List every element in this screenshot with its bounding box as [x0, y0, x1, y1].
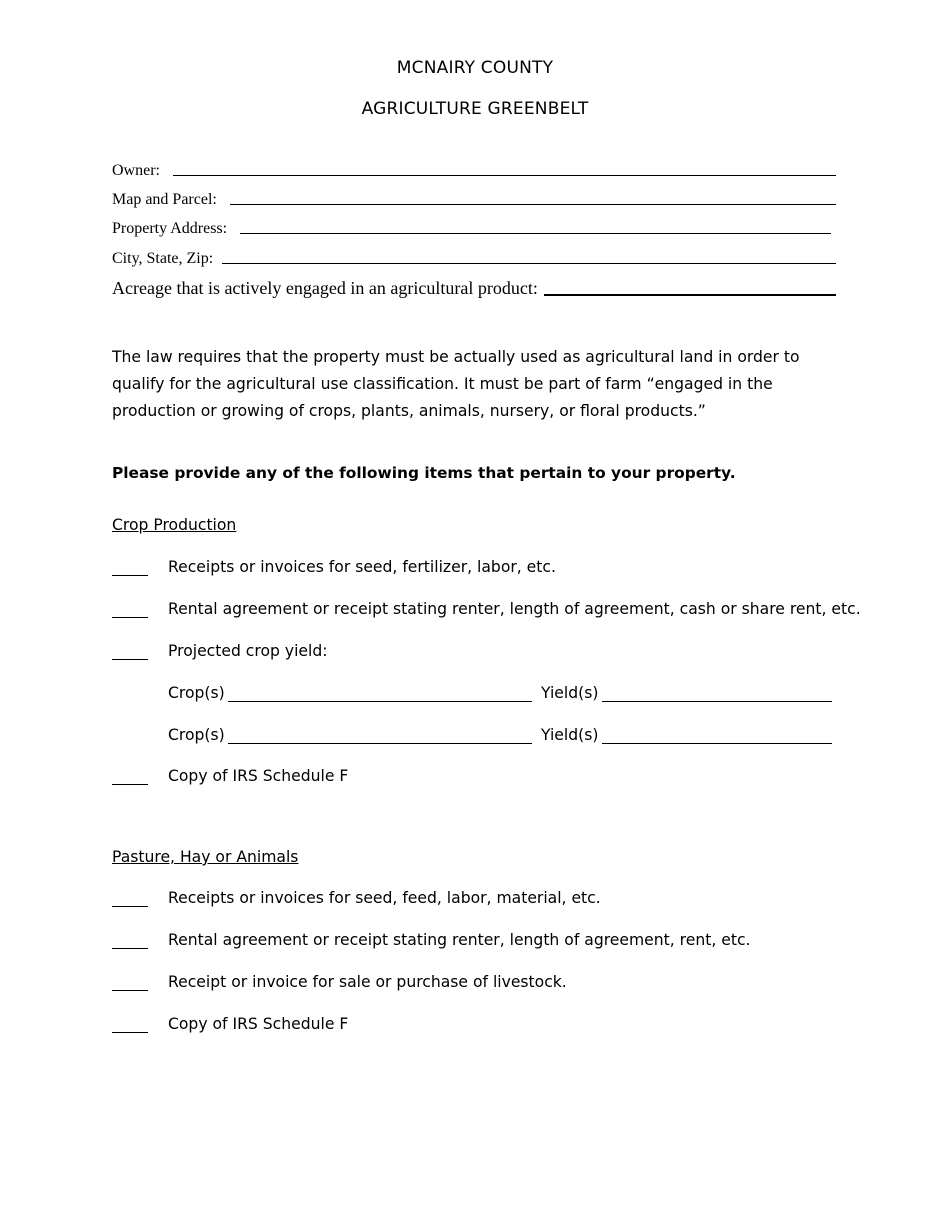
property-address-line[interactable] — [240, 217, 831, 234]
crop-yield-row[interactable] — [168, 684, 838, 706]
law-paragraph: The law requires that the property must be actually used as agricultural land in order to qualify for the agricultural use classification. It must be part of farm “engaged in the production or growing of crops, plants, animals, nursery, or floral products.” — [112, 348, 800, 420]
check-blank[interactable] — [112, 990, 148, 991]
check-blank[interactable] — [112, 784, 148, 785]
check-blank[interactable] — [112, 617, 148, 618]
acreage-field[interactable] — [112, 277, 836, 299]
check-blank[interactable] — [112, 575, 148, 576]
yield-input-line[interactable] — [602, 743, 832, 744]
crop-item-schedule-f[interactable] — [112, 767, 842, 789]
city-state-zip-field[interactable] — [112, 246, 836, 268]
crop-item-projected-yield[interactable] — [112, 642, 842, 664]
item-text: Rental agreement or receipt stating renter, length of agreement, rent, etc. — [168, 931, 751, 949]
crop-label: Crop(s) — [168, 684, 225, 702]
acreage-line[interactable] — [544, 278, 836, 296]
instruction-text: Please provide any of the following items that pertain to your property. — [112, 464, 736, 482]
item-text: Receipts or invoices for seed, fertilizer, labor, etc. — [168, 558, 556, 576]
check-blank[interactable] — [112, 659, 148, 660]
crop-item-receipts[interactable] — [112, 558, 842, 580]
pasture-item-rental[interactable] — [112, 931, 842, 953]
crop-input-line[interactable] — [228, 743, 532, 744]
check-blank[interactable] — [112, 1032, 148, 1033]
crop-production-heading: Crop Production — [112, 516, 237, 534]
crop-yield-row[interactable] — [168, 726, 838, 748]
item-text: Copy of IRS Schedule F — [168, 1015, 349, 1033]
pasture-item-receipts[interactable] — [112, 889, 842, 911]
map-parcel-line[interactable] — [230, 188, 836, 205]
program-title: AGRICULTURE GREENBELT — [361, 99, 589, 119]
crop-input-line[interactable] — [228, 701, 532, 702]
check-blank[interactable] — [112, 948, 148, 949]
yield-label: Yield(s) — [541, 684, 599, 702]
check-blank[interactable] — [112, 906, 148, 907]
yield-input-line[interactable] — [602, 701, 832, 702]
pasture-item-livestock[interactable] — [112, 973, 842, 995]
property-address-field[interactable] — [112, 216, 836, 238]
pasture-item-schedule-f[interactable] — [112, 1015, 842, 1037]
item-text: Rental agreement or receipt stating renter, length of agreement, cash or share rent, etc. — [168, 600, 861, 618]
item-text: Copy of IRS Schedule F — [168, 767, 349, 785]
pasture-heading: Pasture, Hay or Animals — [112, 848, 299, 866]
property-address-label: Property Address: — [112, 220, 228, 237]
yield-label: Yield(s) — [541, 726, 599, 744]
city-state-zip-label: City, State, Zip: — [112, 250, 214, 267]
acreage-label: Acreage that is actively engaged in an agricultural product: — [112, 278, 538, 298]
item-text: Projected crop yield: — [168, 642, 328, 660]
map-parcel-label: Map and Parcel: — [112, 191, 217, 208]
owner-line[interactable] — [173, 159, 836, 176]
item-text: Receipts or invoices for seed, feed, labor, material, etc. — [168, 889, 601, 907]
map-parcel-field[interactable] — [112, 187, 836, 209]
item-text: Receipt or invoice for sale or purchase of livestock. — [168, 973, 567, 991]
owner-field[interactable] — [112, 158, 836, 180]
county-title: MCNAIRY COUNTY — [396, 58, 554, 78]
owner-label: Owner: — [112, 162, 160, 179]
crop-item-rental[interactable] — [112, 600, 861, 622]
crop-label: Crop(s) — [168, 726, 225, 744]
city-state-zip-line[interactable] — [222, 247, 836, 264]
